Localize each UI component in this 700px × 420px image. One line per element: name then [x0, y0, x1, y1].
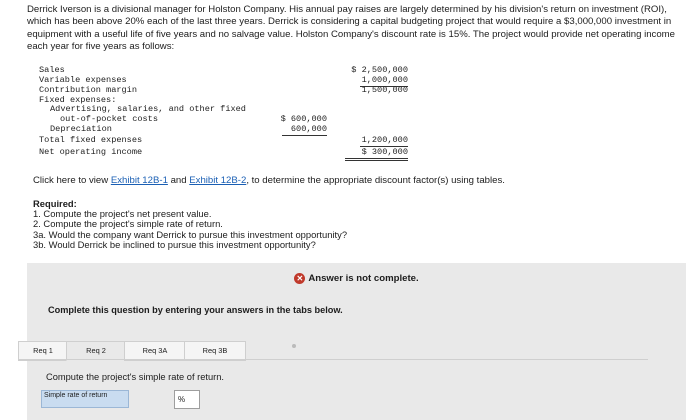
depreciation-label: Depreciation — [50, 124, 112, 134]
total-fixed-label: Total fixed expenses — [39, 135, 143, 145]
percent-unit: % — [178, 395, 186, 404]
variable-expenses-value: 1,000,000 — [361, 75, 408, 85]
net-operating-income-value: $ 300,000 — [345, 148, 408, 161]
answer-status-banner — [27, 273, 686, 284]
required-item: 3b. Would Derrick be inclined to pursue this investment opportunity? — [33, 238, 316, 250]
sales-value: $ 2,500,000 — [351, 65, 408, 75]
total-fixed-value: 1,200,000 — [361, 135, 408, 145]
tab-req-1[interactable]: Req 1 — [18, 341, 68, 361]
simple-rate-of-return-input[interactable] — [174, 390, 200, 409]
tab-instruction: Complete this question by entering your answers in the tabs below. — [48, 305, 343, 315]
exhibit-text-middle: and — [167, 175, 190, 186]
decorative-dot — [292, 344, 296, 348]
depreciation-value: 600,000 — [282, 125, 327, 136]
tab-req-2[interactable]: Req 2 — [66, 341, 126, 361]
variable-expenses-label: Variable expenses — [39, 75, 127, 85]
tab-req-3a[interactable]: Req 3A — [124, 341, 186, 361]
required-item: 3a. Would the company want Derrick to pursue this investment opportunity? — [33, 228, 348, 240]
answer-status-text: Answer is not complete. — [308, 273, 419, 285]
exhibit-text-before: Click here to view — [33, 175, 111, 186]
exhibit-instruction — [33, 175, 505, 186]
required-item: 2. Compute the project's simple rate of return. — [33, 218, 223, 230]
tab-req-3b[interactable]: Req 3B — [184, 341, 246, 361]
problem-intro: Derrick Iverson is a divisional manager for Holston Company. His annual pay raises are largely determined by his division's return on investment (ROI), which has been above 20% each of the last three years. Derrick is considering a capital budgeting project that would require a $3,000,000 investment in equipment with a useful life of five years and no salvage value. Holston Company's discount rate is 15%. The project would provide net operating income each year for five years as follows: — [27, 4, 675, 53]
tab-prompt: Compute the project's simple rate of return. — [46, 372, 224, 382]
exhibit-12b-2-link[interactable]: Exhibit 12B-2 — [189, 175, 247, 186]
contribution-margin-label: Contribution margin — [39, 85, 137, 95]
required-section — [33, 199, 347, 250]
required-item: 1. Compute the project's net present value. — [33, 208, 212, 220]
advertising-value: $ 600,000 — [280, 114, 327, 124]
simple-rate-of-return-label: Simple rate of return — [41, 390, 129, 408]
exhibit-12b-1-link[interactable]: Exhibit 12B-1 — [110, 175, 168, 186]
sales-label: Sales — [39, 65, 65, 75]
exhibit-text-after: , to determine the appropriate discount factor(s) using tables. — [246, 175, 505, 186]
contribution-margin-value: 1,500,000 — [361, 85, 408, 95]
net-operating-income-label: Net operating income — [39, 147, 143, 157]
required-title: Required: — [33, 198, 77, 209]
error-x-icon: ✕ — [294, 273, 305, 284]
tab-divider — [18, 359, 648, 360]
advertising-label-line1: Advertising, salaries, and other fixed — [50, 104, 246, 114]
advertising-label-line2: out-of-pocket costs — [60, 114, 158, 124]
fixed-expenses-label: Fixed expenses: — [39, 95, 117, 105]
